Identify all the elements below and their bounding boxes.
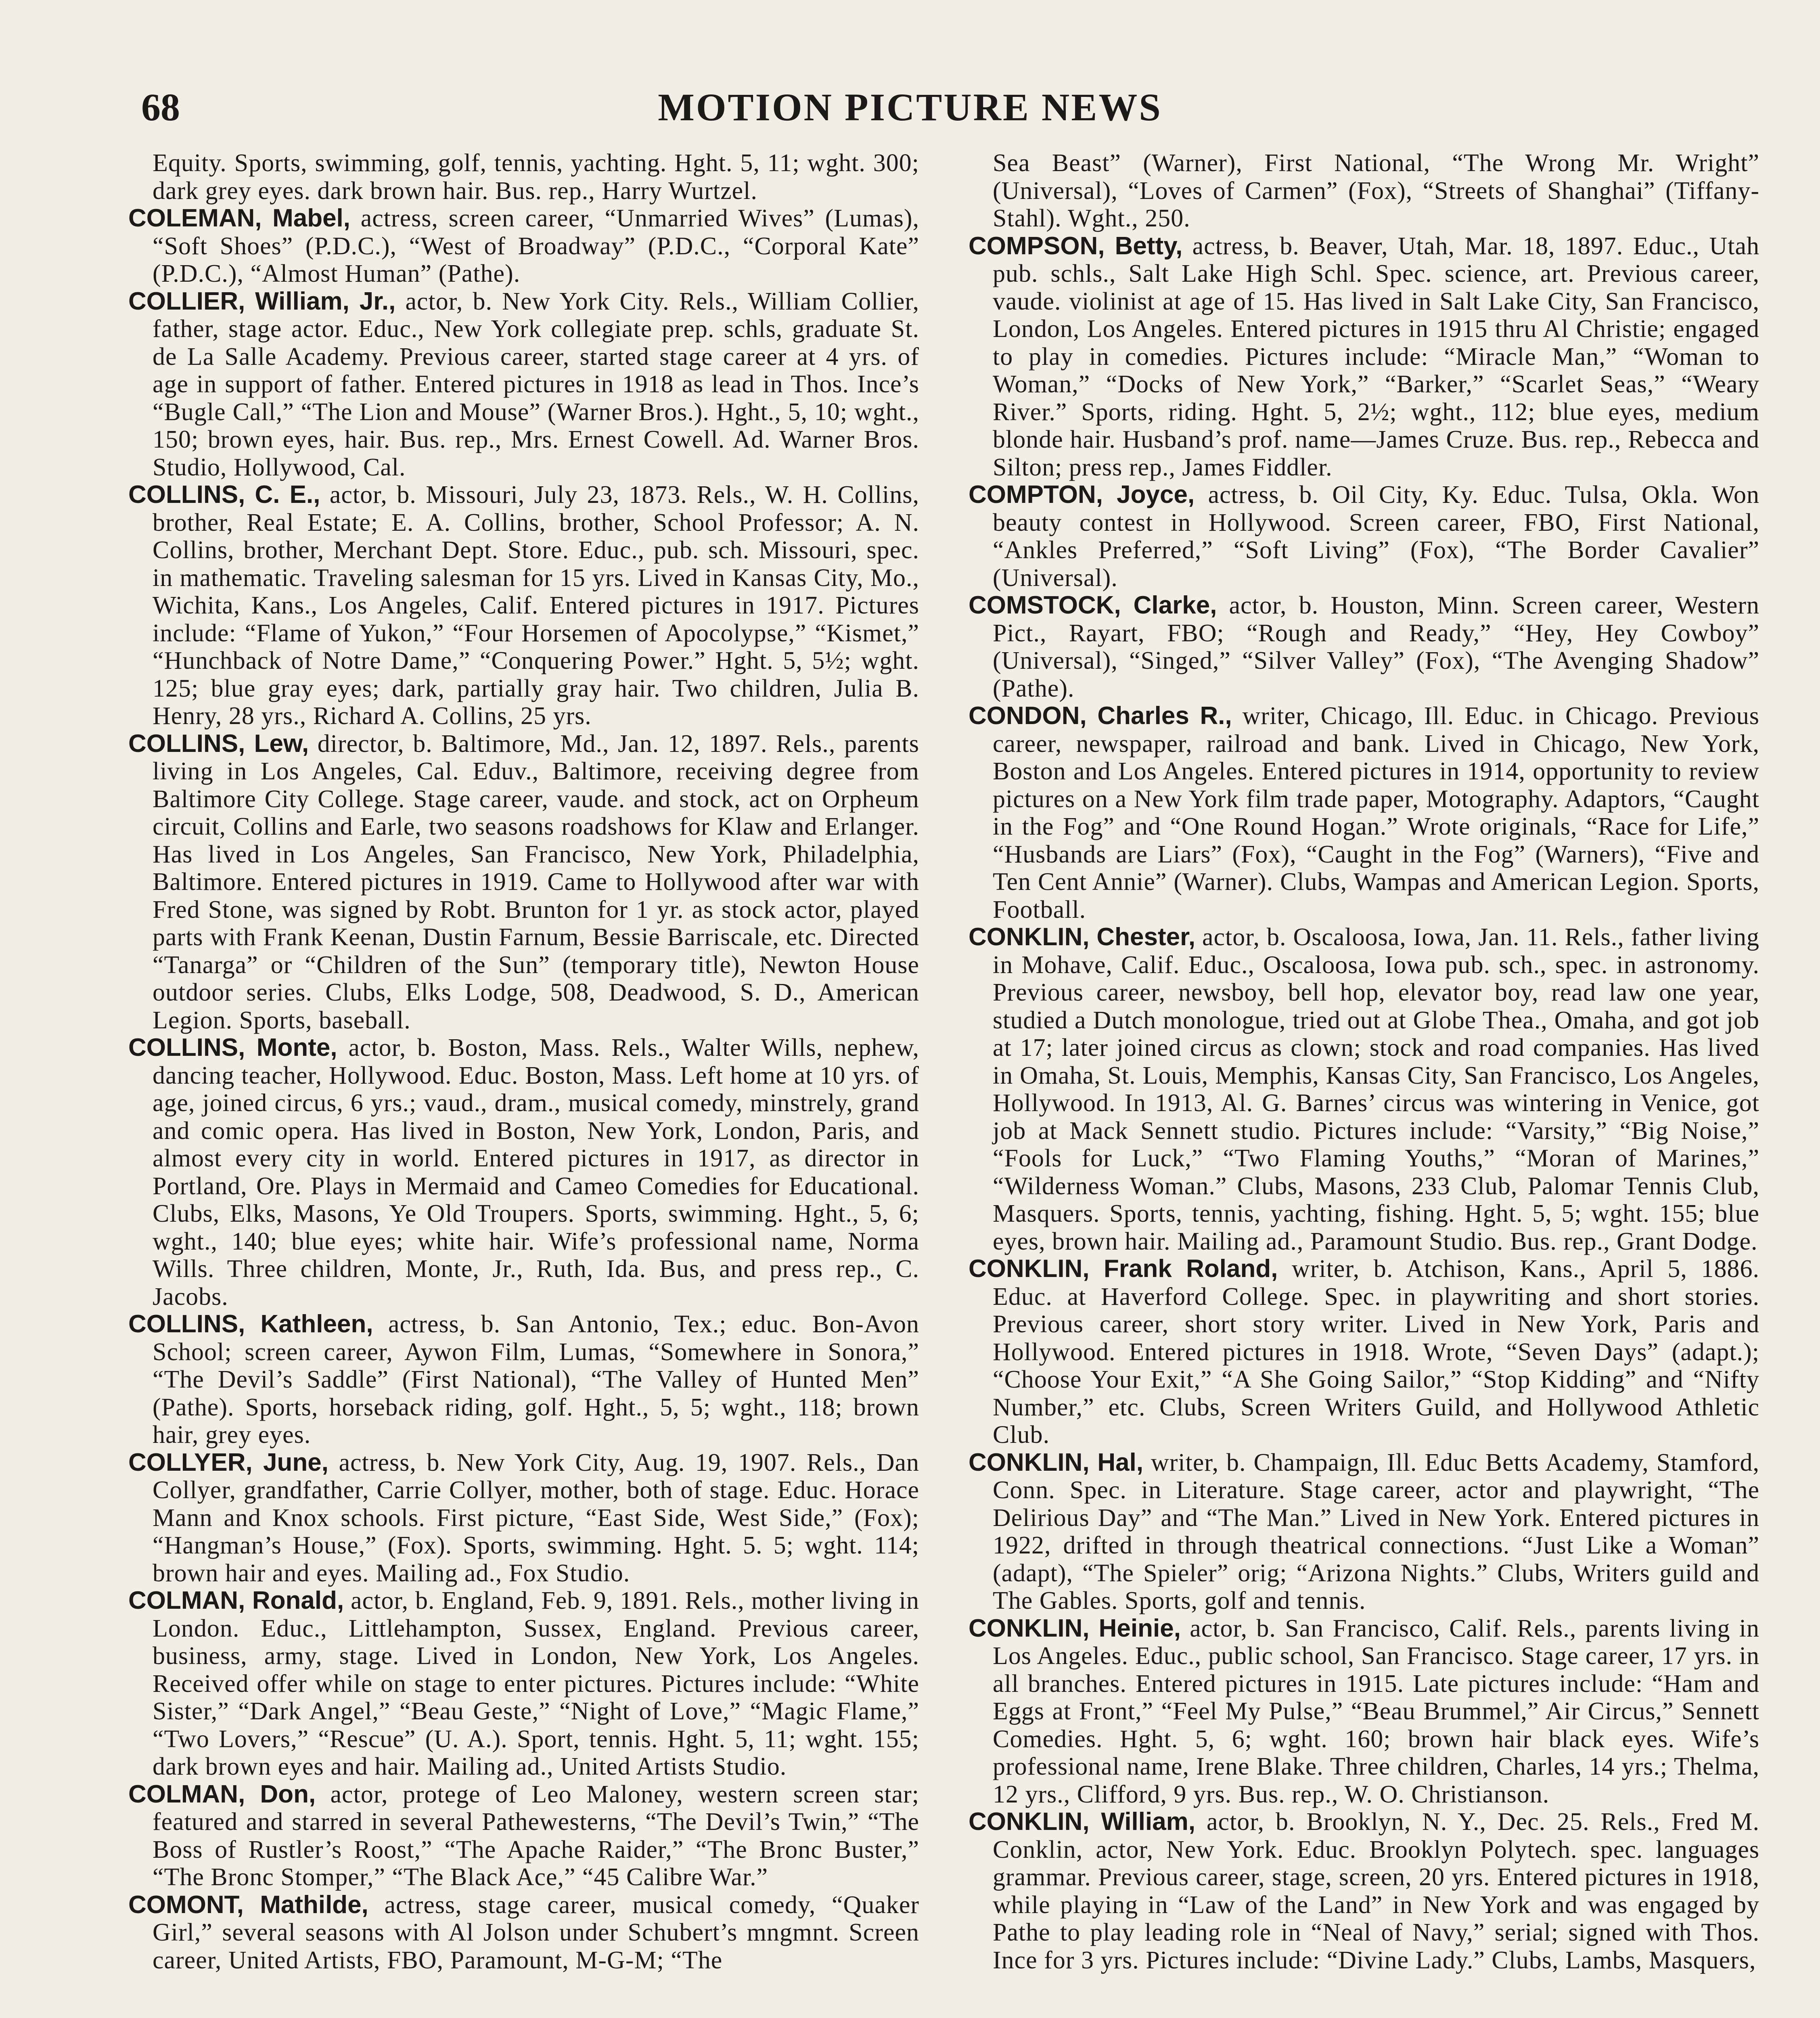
directory-entry: [969, 1615, 1759, 1809]
entry-name: CONKLIN, Chester,: [969, 923, 1196, 951]
entry-name: COMSTOCK, Clarke,: [969, 591, 1217, 619]
directory-entry: [969, 702, 1759, 923]
entry-text: actress, screen career, “Unmarried Wives” (Lumas), “Soft Shoes” (P.D.C.), “West of Broadway” (P.D.C., “Corporal Kate” (P.D.C.), “Almost Human” (Pathe).: [153, 205, 919, 287]
entry-text: actor, b. Boston, Mass. Rels., Walter Wills, nephew, dancing teacher, Hollywood. Educ. Boston, Mass. Left home at 10 yrs. of age, joined circus, 6 yrs.; vaud., dram., musical comedy, minstrely, grand and comic opera. Has lived in Boston, New York, London, Paris, and almost every city in world. Entered pictures in 1917, as director in Portland, Ore. Plays in Mermaid and Cameo Comedies for Educational. Clubs, Elks, Masons, Ye Old Troupers. Sports, swimming. Hght., 5, 6; wght., 140; blue eyes; white hair. Wife’s professional name, Norma Wills. Three children, Monte, Jr., Ruth, Ida. Bus, and press rep., C. Jacobs.: [153, 1034, 919, 1310]
entry-text: writer, Chicago, Ill. Educ. in Chicago. Previous career, newspaper, railroad and bank. Lived in Chicago, New York, Boston and Los Angeles. Entered pictures in 1914, opportunity to review pictures on a New York film trade paper, Motography. Adaptors, “Caught in the Fog” and “One Round Hogan.” Wrote originals, “Race for Life,” “Husbands are Liars” (Fox), “Caught in the Fog” (Warners), “Five and Ten Cent Annie” (Warner). Clubs, Wampas and American Legion. Sports, Football.: [993, 702, 1759, 923]
entry-name: CONKLIN, William,: [969, 1808, 1196, 1836]
entry-name: COMPSON, Betty,: [969, 232, 1183, 260]
directory-entry: [969, 232, 1759, 481]
entry-name: COLLYER, June,: [128, 1448, 328, 1476]
directory-entry: [969, 1449, 1759, 1615]
entry-name: CONDON, Charles R.,: [969, 702, 1232, 730]
masthead-title: MOTION PICTURE NEWS: [658, 86, 1162, 129]
entry-text: actor, b. Missouri, July 23, 1873. Rels., W. H. Collins, brother, Real Estate; E. A. Collins, brother, School Professor; A. N. Collins, brother, Merchant Dept. Store. Educ., pub. sch. Missouri, spec. in mathematic. Traveling salesman for 15 yrs. Lived in Kansas City, Mo., Wichita, Kans., Los Angeles, Calif. Entered pictures in 1917. Pictures include: “Flame of Yukon,” “Four Horsemen of Apocolypse,” “Kismet,” “Hunchback of Notre Dame,” “Conquering Power.” Hght. 5, 5½; wght. 125; blue gray eyes; dark, partially gray hair. Two children, Julia B. Henry, 28 yrs., Richard A. Collins, 25 yrs.: [153, 481, 919, 730]
entry-name: CONKLIN, Hal,: [969, 1448, 1144, 1476]
entry-text: actress, b. New York City, Aug. 19, 1907. Rels., Dan Collyer, grandfather, Carrie Collyer, mother, both of stage. Educ. Horace Mann and Knox schools. First picture, “East Side, West Side,” (Fox); “Hangman’s House,” (Fox). Sports, swimming. Hght. 5. 5; wght. 114; brown hair and eyes. Mailing ad., Fox Studio.: [153, 1449, 919, 1587]
directory-entry: [969, 923, 1759, 1255]
right-column: [969, 149, 1759, 2018]
entry-text: writer, b. Champaign, Ill. Educ Betts Academy, Stamford, Conn. Spec. in Literature. Stage career, actor and playwright, “The Delirious Day” and “The Man.” Lived in New York. Entered pictures in 1922, drifted in through theatrical connections. “Just Like a Woman” (adapt), “The Spieler” orig; “Arizona Nights.” Clubs, Writers guild and The Gables. Sports, golf and tennis.: [993, 1449, 1759, 1614]
entry-text: actor, b. Brooklyn, N. Y., Dec. 25. Rels., Fred M. Conklin, actor, New York. Educ. Brooklyn Polytech. spec. languages grammar. Previous career, stage, screen, 20 yrs. Entered pictures in 1918, while playing in “Law of the Land” in New York and was engaged by Pathe to play leading role in “Neal of Navy,” serial; signed with Thos. Ince for 3 yrs. Pictures include: “Divine Lady.” Clubs, Lambs, Masquers,: [993, 1808, 1759, 1974]
entry-text: actress, b. Oil City, Ky. Educ. Tulsa, Okla. Won beauty contest in Hollywood. Screen career, FBO, First National, “Ankles Preferred,” “Soft Living” (Fox), “The Border Cavalier” (Universal).: [993, 481, 1759, 592]
directory-entry: [969, 592, 1759, 702]
entry-name: COLEMAN, Mabel,: [128, 204, 350, 232]
directory-entry: [128, 730, 919, 1034]
page-number: 68: [141, 86, 180, 129]
entry-name: COLLINS, C. E.,: [128, 481, 320, 509]
entry-name: COLMAN, Don,: [128, 1780, 316, 1808]
entry-name: COLLINS, Lew,: [128, 729, 309, 758]
entry-text: writer, b. Atchison, Kans., April 5, 1886. Educ. at Haverford College. Spec. in playwriting and short stories. Previous career, short story writer. Lived in New York, Paris and Hollywood. Entered pictures in 1918. Wrote, “Seven Days” (adapt.); “Choose Your Exit,” “A She Going Sailor,” “Stop Kidding” and “Nifty Number,” etc. Clubs, Screen Writers Guild, and Hollywood Athletic Club.: [993, 1255, 1759, 1449]
entry-name: COLLIER, William, Jr.,: [128, 287, 396, 315]
entry-text: director, b. Baltimore, Md., Jan. 12, 1897. Rels., parents living in Los Angeles, Cal. Eduv., Baltimore, receiving degree from Baltimore City College. Stage career, vaude. and stock, act on Orpheum circuit, Collins and Earle, two seasons roadshows for Klaw and Erlanger. Has lived in Los Angeles, San Francisco, New York, Philadelphia, Baltimore. Entered pictures in 1919. Came to Hollywood after war with Fred Stone, was signed by Robt. Brunton for 1 yr. as stock actor, played parts with Frank Keenan, Dustin Farnum, Bessie Barriscale, etc. Directed “Tanarga” or “Children of the Sun” (temporary title), Newton House outdoor series. Clubs, Elks Lodge, 508, Deadwood, S. D., American Legion. Sports, baseball.: [153, 730, 919, 1034]
entry-text: actor, protege of Leo Maloney, western screen star; featured and starred in several Pathewesterns, “The Devil’s Twin,” “The Boss of Rustler’s Roost,” “The Apache Raider,” “The Bronc Buster,” “The Bronc Stomper,” “The Black Ace,” “45 Calibre War.”: [153, 1780, 919, 1891]
text-columns: [128, 149, 1759, 2018]
directory-entry: [128, 1891, 919, 1974]
directory-entry: [128, 1587, 919, 1781]
entry-name: COMONT, Mathilde,: [128, 1890, 368, 1919]
entry-name: CONKLIN, Frank Roland,: [969, 1255, 1278, 1283]
directory-entry: [128, 1781, 919, 1891]
directory-entry: [969, 1255, 1759, 1449]
directory-entry: [969, 481, 1759, 592]
entry-text: actor, b. England, Feb. 9, 1891. Rels., mother living in London. Educ., Littlehampton, Sussex, England. Previous career, business, army, stage. Lived in London, New York, Los Angeles. Received offer while on stage to enter pictures. Pictures include: “White Sister,” “Dark Angel,” “Beau Geste,” “Night of Love,” “Magic Flame,” “Two Lovers,” “Rescue” (U. A.). Sport, tennis. Hght. 5, 11; wght. 155; dark brown eyes and hair. Mailing ad., United Artists Studio.: [153, 1587, 919, 1780]
entry-text: actor, b. San Francisco, Calif. Rels., parents living in Los Angeles. Educ., public school, San Francisco. Stage career, 17 yrs. in all branches. Entered pictures in 1915. Late pictures include: “Ham and Eggs at Front,” “Feel My Pulse,” “Beau Brummel,” Air Circus,” Sennett Comedies. Hght. 5, 6; wght. 160; brown hair black eyes. Wife’s professional name, Irene Blake. Three children, Charles, 14 yrs.; Thelma, 12 yrs., Clifford, 9 yrs. Bus. rep., W. O. Christianson.: [993, 1614, 1759, 1808]
entry-name: COLLINS, Kathleen,: [128, 1310, 373, 1338]
entry-text: actress, b. Beaver, Utah, Mar. 18, 1897. Educ., Utah pub. schls., Salt Lake High Schl. Spec. science, art. Previous career, vaude. violinist at age of 15. Has lived in Salt Lake City, San Francisco, London, Los Angeles. Entered pictures in 1915 thru Al Christie; engaged to play in comedies. Pictures include: “Miracle Man,” “Woman to Woman,” “Docks of New York,” “Barker,” “Scarlet Seas,” “Weary River.” Sports, riding. Hght. 5, 2½; wght., 112; blue eyes, medium blonde hair. Husband’s prof. name—James Cruze. Bus. rep., Rebecca and Silton; press rep., James Fiddler.: [993, 232, 1759, 481]
entry-text: Sea Beast” (Warner), First National, “The Wrong Mr. Wright” (Universal), “Loves of Carmen” (Fox), “Streets of Shanghai” (Tiffany-Stahl). Wght., 250.: [993, 149, 1759, 232]
entry-name: CONKLIN, Heinie,: [969, 1614, 1181, 1642]
directory-entry: [128, 1449, 919, 1587]
directory-entry: [128, 1034, 919, 1310]
directory-entry: [969, 149, 1759, 232]
entry-text: Equity. Sports, swimming, golf, tennis, yachting. Hght. 5, 11; wght. 300; dark grey eyes. dark brown hair. Bus. rep., Harry Wurtzel.: [153, 149, 919, 205]
entry-text: actor, b. New York City. Rels., William Collier, father, stage actor. Educ., New York collegiate prep. schls, graduate St. de La Salle Academy. Previous career, started stage career at 4 yrs. of age in support of father. Entered pictures in 1918 as lead in Thos. Ince’s “Bugle Call,” “The Lion and Mouse” (Warner Bros.). Hght., 5, 10; wght., 150; brown eyes, hair. Bus. rep., Mrs. Ernest Cowell. Ad. Warner Bros. Studio, Hollywood, Cal.: [153, 287, 919, 481]
directory-entry: [128, 1310, 919, 1449]
entry-text: actor, b. Oscaloosa, Iowa, Jan. 11. Rels., father living in Mohave, Calif. Educ., Oscaloosa, Iowa pub. sch., spec. in astronomy. Previous career, newsboy, bell hop, elevator boy, read law one year, studied a Dutch monologue, tried out at Globe Thea., Omaha, and got job at 17; later joined circus as clown; stock and road companies. Has lived in Omaha, St. Louis, Memphis, Kansas City, San Francisco, Los Angeles, Hollywood. In 1913, Al. G. Barnes’ circus was wintering in Venice, got job at Mack Sennett studio. Pictures include: “Varsity,” “Big Noise,” “Fools for Luck,” “Two Flaming Youths,” “Moran of Marines,” “Wilderness Woman.” Clubs, Masons, 233 Club, Palomar Tennis Club, Masquers. Sports, tennis, yachting, fishing. Hght. 5, 5; wght. 155; blue eyes, brown hair. Mailing ad., Paramount Studio. Bus. rep., Grant Dodge.: [993, 923, 1759, 1255]
directory-entry: [128, 149, 919, 205]
directory-entry: [128, 288, 919, 481]
entry-name: COLMAN, Ronald,: [128, 1587, 344, 1614]
entry-name: COMPTON, Joyce,: [969, 481, 1195, 509]
directory-entry: [128, 481, 919, 730]
entry-text: actress, b. San Antonio, Tex.; educ. Bon-Avon School; screen career, Aywon Film, Lumas, “Somewhere in Sonora,” “The Devil’s Saddle” (First National), “The Valley of Hunted Men” (Pathe). Sports, horseback riding, golf. Hght., 5, 5; wght., 118; brown hair, grey eyes.: [153, 1310, 919, 1449]
left-column: [128, 149, 919, 2018]
entry-text: actor, b. Houston, Minn. Screen career, Western Pict., Rayart, FBO; “Rough and Ready,” “Hey, Hey Cowboy” (Universal), “Singed,” “Silver Valley” (Fox), “The Avenging Shadow” (Pathe).: [993, 592, 1759, 702]
directory-entry: [128, 205, 919, 288]
directory-entry: [969, 1808, 1759, 1974]
entry-name: COLLINS, Monte,: [128, 1034, 337, 1061]
entry-text: actress, stage career, musical comedy, “Quaker Girl,” several seasons with Al Jolson under Schubert’s mngmnt. Screen career, United Artists, FBO, Paramount, M-G-M; “The: [153, 1891, 919, 1974]
